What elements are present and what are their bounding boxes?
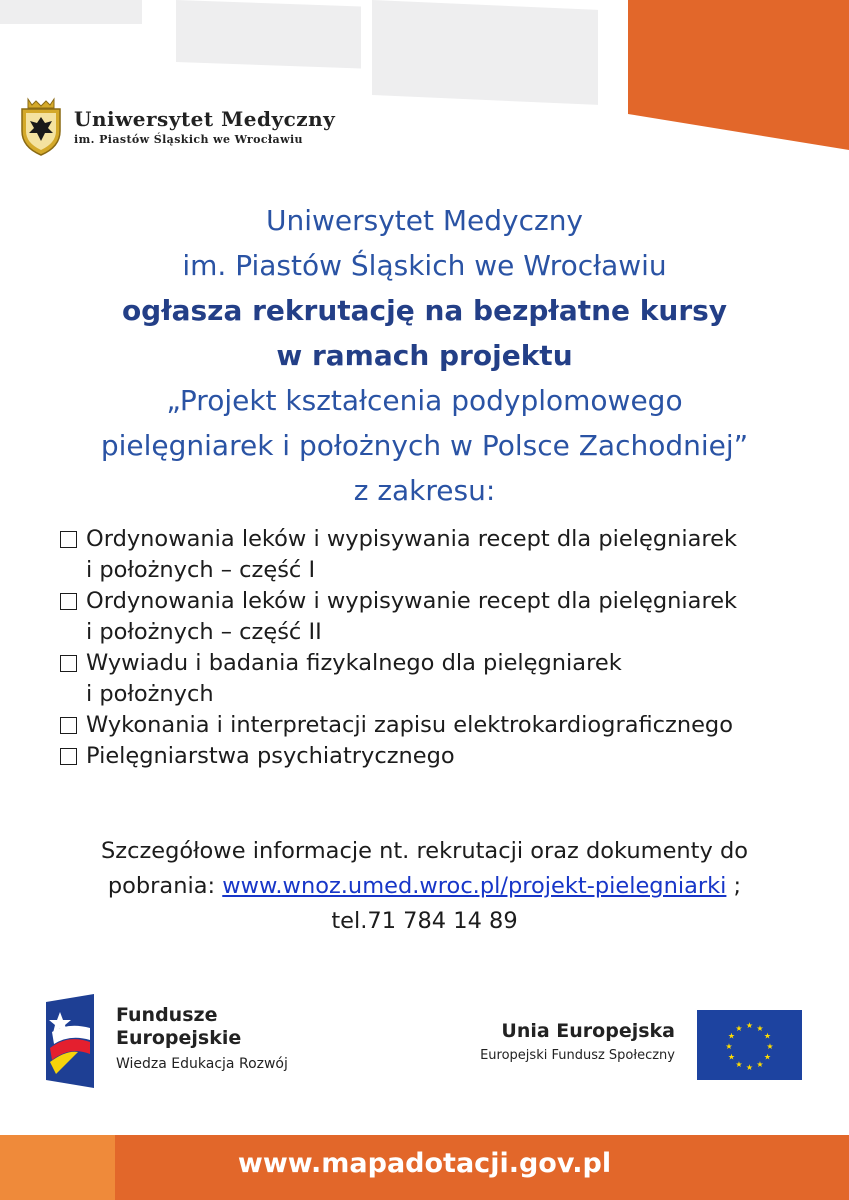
course-line: Wykonania i interpretacji zapisu elektrokardiograficznego bbox=[86, 712, 733, 738]
course-line: Pielęgniarstwa psychiatrycznego bbox=[86, 743, 455, 769]
fundusze-europejskie-logo bbox=[46, 994, 288, 1088]
svg-text:★: ★ bbox=[766, 1042, 774, 1051]
project-link[interactable]: www.wnoz.umed.wroc.pl/projekt-pielegniarki bbox=[222, 873, 727, 899]
svg-text:★: ★ bbox=[727, 1031, 736, 1041]
course-line: Wywiadu i badania fizykalnego dla pielęgniarek bbox=[86, 650, 622, 676]
heading-line-1: Uniwersytet Medyczny bbox=[265, 204, 584, 237]
info-line-2 bbox=[0, 869, 849, 904]
footer-url[interactable]: www.mapadotacji.gov.pl bbox=[237, 1148, 612, 1179]
checkbox-icon bbox=[60, 655, 77, 672]
course-line: i położnych bbox=[86, 681, 214, 707]
svg-text:★: ★ bbox=[763, 1031, 772, 1041]
phone-number: tel.71 784 14 89 bbox=[331, 908, 518, 934]
checkbox-icon bbox=[60, 531, 77, 548]
svg-text:★: ★ bbox=[725, 1042, 733, 1051]
svg-text:★: ★ bbox=[756, 1024, 764, 1033]
info-line-1: Szczegółowe informacje nt. rekrutacji oraz dokumenty do bbox=[100, 838, 749, 864]
svg-text:★: ★ bbox=[763, 1052, 772, 1062]
course-line: Ordynowania leków i wypisywanie recept dla pielęgniarek bbox=[86, 588, 738, 614]
info-suffix: ; bbox=[726, 873, 742, 899]
info-block bbox=[0, 834, 849, 939]
checkbox-icon bbox=[60, 717, 77, 734]
info-prefix: pobrania: bbox=[107, 873, 223, 899]
header-decor-orange bbox=[628, 0, 849, 150]
eu-flag-icon bbox=[697, 1010, 802, 1080]
announcement-heading bbox=[0, 198, 849, 513]
heading-line-3: ogłasza rekrutację na bezpłatne kursy bbox=[121, 294, 728, 327]
svg-text:★: ★ bbox=[745, 1021, 754, 1030]
checkbox-icon bbox=[60, 593, 77, 610]
university-logo bbox=[18, 95, 335, 157]
header-decor-grey-2 bbox=[176, 0, 361, 68]
svg-text:★: ★ bbox=[735, 1060, 743, 1069]
logo-university-name: Uniwersytet Medyczny bbox=[74, 106, 336, 131]
course-line: i położnych – część I bbox=[86, 557, 316, 583]
course-line: i położnych – część II bbox=[86, 619, 322, 645]
course-list bbox=[60, 524, 830, 772]
ue-title: Unia Europejska bbox=[501, 1020, 675, 1042]
fundusze-europejskie-icon bbox=[46, 994, 94, 1088]
heading-line-5: „Projekt kształcenia podyplomowego bbox=[166, 384, 683, 417]
course-line: Ordynowania leków i wypisywania recept dla pielęgniarek bbox=[86, 526, 738, 552]
unia-europejska-label bbox=[430, 1020, 675, 1063]
course-item bbox=[60, 524, 830, 586]
header-decor-grey-3 bbox=[372, 0, 598, 105]
university-crest-icon bbox=[18, 95, 64, 157]
fe-title-line-1: Fundusze bbox=[116, 1004, 218, 1026]
logo-university-subname: im. Piastów Śląskich we Wrocławiu bbox=[74, 132, 303, 146]
heading-line-6: pielęgniarek i położnych w Polsce Zachodniej” bbox=[100, 429, 749, 462]
fe-subtitle: Wiedza Edukacja Rozwój bbox=[116, 1056, 288, 1072]
svg-text:★: ★ bbox=[756, 1060, 764, 1069]
svg-text:★: ★ bbox=[735, 1024, 743, 1033]
course-item bbox=[60, 710, 830, 741]
checkbox-icon bbox=[60, 748, 77, 765]
svg-text:★: ★ bbox=[727, 1052, 736, 1062]
course-item bbox=[60, 586, 830, 648]
heading-line-4: w ramach projektu bbox=[276, 339, 573, 372]
course-item bbox=[60, 741, 830, 772]
course-item bbox=[60, 648, 830, 710]
ue-subtitle: Europejski Fundusz Społeczny bbox=[480, 1048, 675, 1063]
fe-title-line-2: Europejskie bbox=[116, 1027, 242, 1049]
svg-text:★: ★ bbox=[745, 1063, 754, 1072]
header-decor-grey-1 bbox=[0, 0, 142, 24]
heading-line-7: z zakresu: bbox=[353, 474, 496, 507]
heading-line-2: im. Piastów Śląskich we Wrocławiu bbox=[182, 249, 667, 282]
